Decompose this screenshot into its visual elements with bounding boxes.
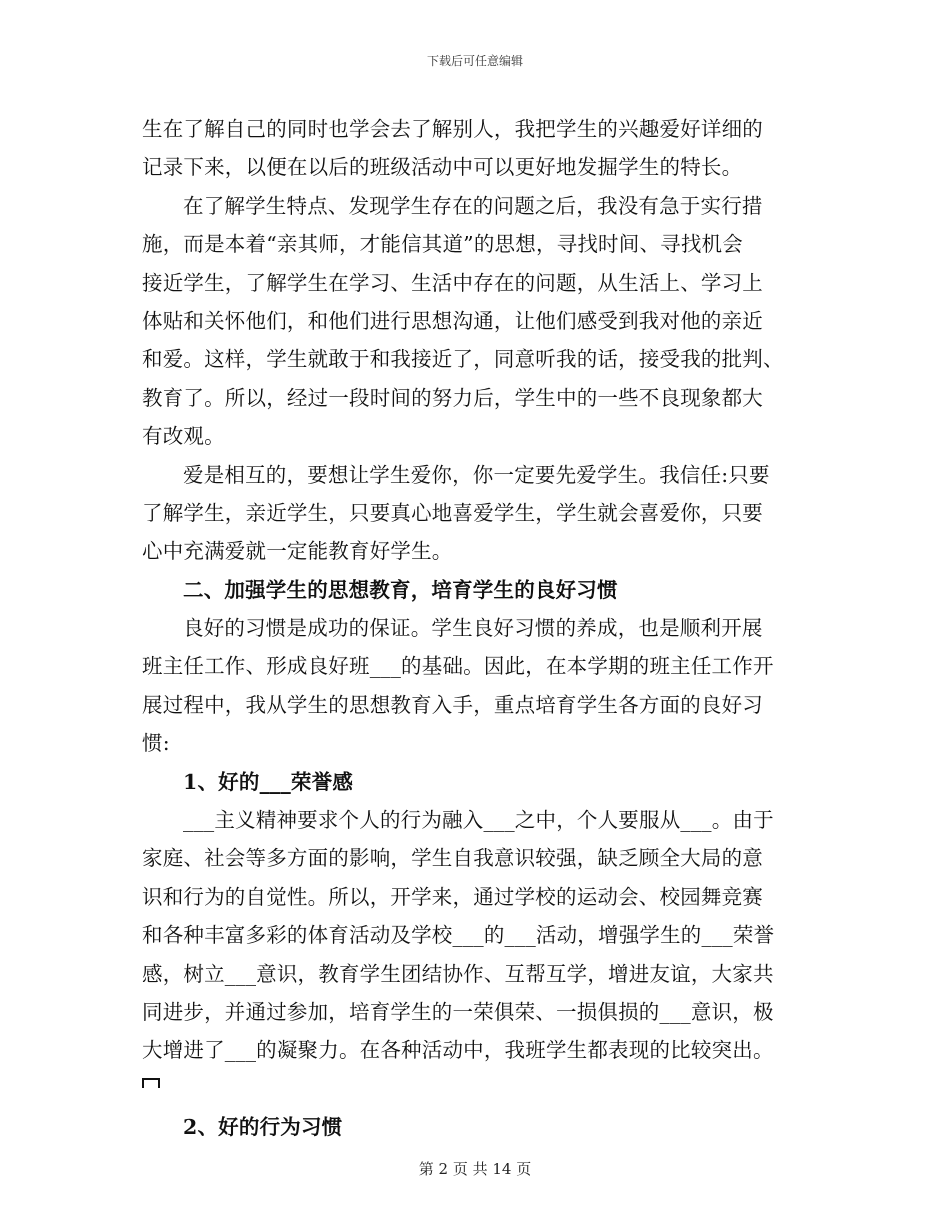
body-line: 生在了解自己的同时也学会去了解别人，我把学生的兴趣爱好详细的: [142, 117, 763, 141]
body-line: 同进步，并通过参加，培育学生的一荣俱荣、一损俱损的___意识，极: [142, 999, 774, 1024]
paragraph-start: ___主义精神要求个人的行为融入___之中，个人要服从___。由于: [183, 808, 774, 833]
paragraph-start: 在了解学生特点、发现学生存在的问题之后，我没有急于实行措: [183, 193, 763, 218]
margin-mark: [142, 1070, 802, 1108]
subsection-heading: 2、好的行为习惯: [183, 1115, 343, 1140]
body-line: 接近学生，了解学生在学习、生活中存在的问题，从生活上、学习上: [142, 270, 763, 295]
body-line: 体贴和关怀他们，和他们进行思想沟通，让他们感受到我对他的亲近: [142, 308, 763, 333]
body-line: 有改观。: [142, 424, 225, 449]
body-line: 和各种丰富多彩的体育活动及学校___的___活动，增强学生的___荣誉: [142, 923, 775, 948]
body-line: 和爱。这样，学生就敢于和我接近了，同意听我的话，接受我的批判、: [142, 347, 784, 372]
body-line: 班主任工作、形成良好班___的基础。因此，在本学期的班主任工作开: [142, 654, 774, 679]
page-header: 下载后可任意编辑: [426, 54, 523, 68]
subsection-heading: 1、好的___荣誉感: [183, 769, 354, 794]
body-line: 惯:: [142, 731, 170, 756]
body-line: 教育了。所以，经过一段时间的努力后，学生中的一些不良现象都大: [142, 385, 763, 410]
body-line: 大增进了___的凝聚力。在各种活动中，我班学生都表现的比较突出。: [142, 1038, 774, 1063]
body-line: 识和行为的自觉性。所以，开学来，通过学校的运动会、校园舞竞赛: [142, 884, 763, 909]
page-footer: 第 2 页 共 14 页: [418, 1160, 532, 1178]
bracket-mark-icon: [142, 1078, 160, 1088]
body-line: 感，树立___意识，教育学生团结协作、互帮互学，增进友谊，大家共: [142, 961, 774, 986]
body-line: 家庭、社会等多方面的影响，学生自我意识较强，缺乏顾全大局的意: [142, 846, 763, 871]
body-line: 施，而是本着“亲其师，才能信其道”的思想，寻找时间、寻找机会: [142, 232, 743, 257]
body-line: 记录下来，以便在以后的班级活动中可以更好地发掘学生的特长。: [142, 155, 743, 180]
paragraph-start: 良好的习惯是成功的保证。学生良好习惯的养成，也是顺利开展: [183, 616, 763, 641]
document-body: [142, 110, 802, 1147]
body-line: 了解学生，亲近学生，只要真心地喜爱学生，学生就会喜爱你，只要: [142, 500, 763, 525]
paragraph-start: 爱是相互的，要想让学生爱你，你一定要先爱学生。我信任:只要: [183, 462, 770, 487]
body-line: 展过程中，我从学生的思想教育入手，重点培育学生各方面的良好习: [142, 692, 763, 717]
body-line: 心中充满爱就一定能教育好学生。: [142, 539, 453, 564]
section-heading: 二、加强学生的思想教育，培育学生的良好习惯: [183, 577, 618, 602]
